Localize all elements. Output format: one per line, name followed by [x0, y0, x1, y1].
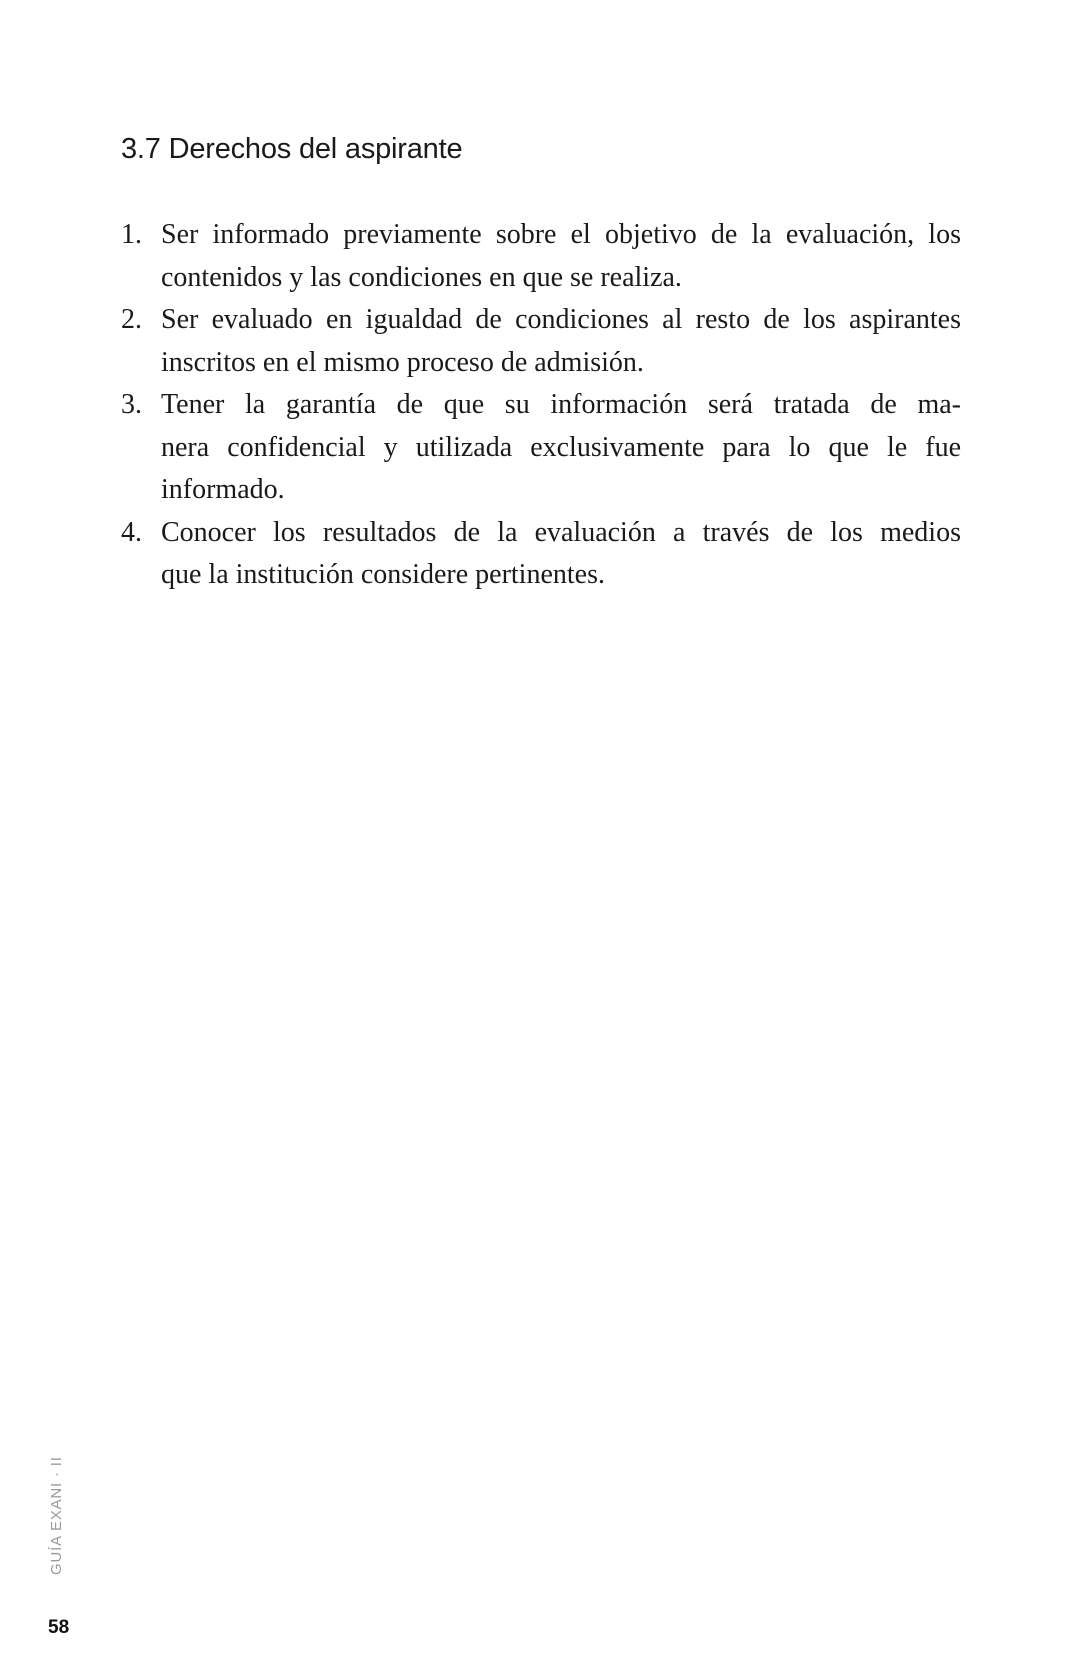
- list-item-line: inscritos en el mismo proceso de admisión.: [161, 346, 644, 378]
- list-item-right-4: [121, 512, 961, 597]
- list-item-line: Ser evaluado en igualdad de condiciones al resto de los aspirantes: [161, 304, 961, 335]
- rights-list: [121, 214, 961, 597]
- list-item-right-2: [121, 299, 961, 384]
- section-title: 3.7 Derechos del aspirante: [121, 133, 463, 165]
- list-item-line: Tener la garantía de que su información será tratada de ma-: [161, 389, 961, 420]
- list-item-number: 3.: [121, 389, 142, 420]
- list-item-line: Conocer los resultados de la evaluación a través de los medios: [161, 516, 961, 548]
- list-item-line: que la institución considere pertinentes.: [161, 559, 605, 590]
- page-number: 58: [48, 1617, 70, 1638]
- list-item-line: informado.: [161, 474, 285, 505]
- list-item-right-1: [121, 214, 961, 299]
- running-footer-label: GUÍA EXANI · II: [48, 1456, 65, 1575]
- list-item-line: nera confidencial y utilizada exclusivamente para lo que le fue: [161, 431, 961, 463]
- list-item-number: 1.: [121, 219, 142, 250]
- list-item-line: contenidos y las condiciones en que se realiza.: [161, 261, 682, 293]
- list-item-line: Ser informado previamente sobre el objetivo de la evaluación, los: [161, 219, 961, 250]
- list-item-number: 2.: [121, 304, 142, 335]
- list-item-number: 4.: [121, 516, 142, 548]
- list-item-right-3: [121, 384, 961, 512]
